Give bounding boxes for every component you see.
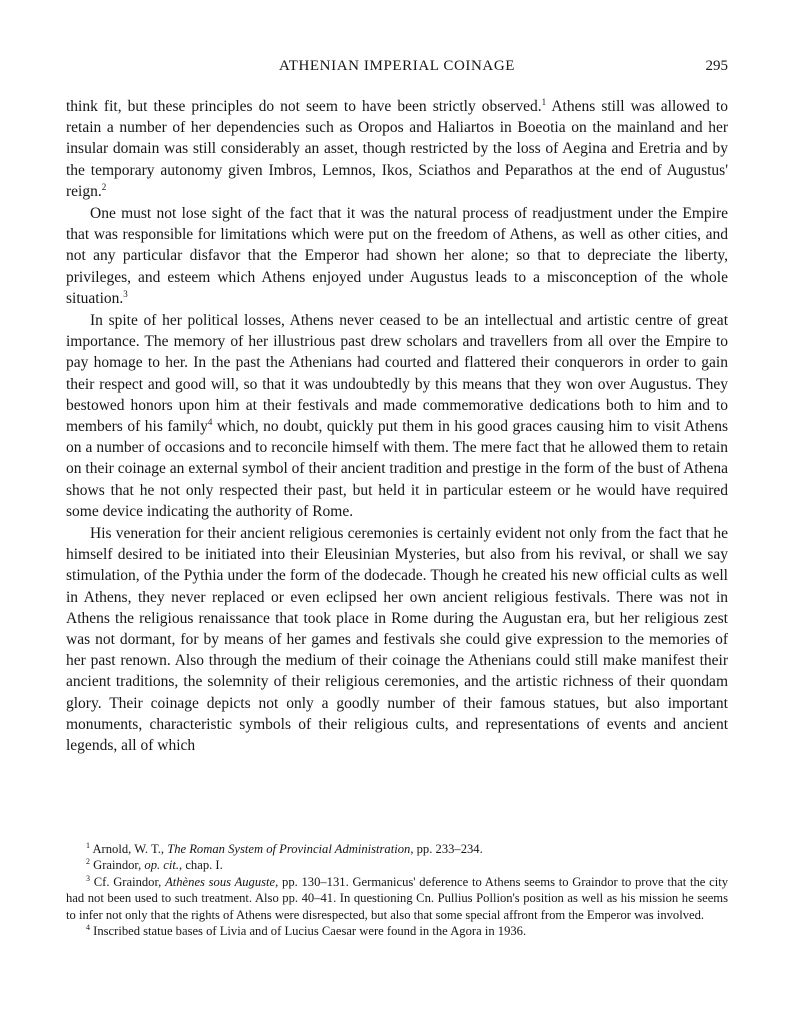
- footnote-3-pre: Cf. Graindor,: [90, 874, 166, 889]
- footnotes: [66, 841, 728, 939]
- paragraph-1-text-b: Athens still was allowed to retain a number of her dependencies such as Oropos and Haliartos in Boeotia on the mainland and her insular domain was still considerably an asset, though restricted by the loss of Aegina and Eretria and by the temporary autonomy given Imbros, Lemnos, Ikos, Sciathos and Peparathos at the end of Augustus' reign.: [66, 98, 728, 200]
- footnote-2-pre: Graindor,: [90, 858, 145, 873]
- running-title: ATHENIAN IMPERIAL COINAGE: [278, 58, 516, 74]
- footnote-3: [66, 874, 728, 923]
- page-number: 295: [705, 58, 728, 74]
- footnote-ref-1: 1: [541, 97, 547, 107]
- footnote-ref-3: 3: [123, 288, 128, 299]
- book-page: [66, 58, 728, 757]
- footnote-2-title: op. cit.: [144, 858, 180, 873]
- paragraph-2: [66, 203, 728, 309]
- footnote-4-mark: 4: [86, 923, 90, 933]
- footnote-1-pre: Arnold, W. T.,: [90, 842, 168, 856]
- footnote-4: [66, 923, 728, 939]
- body-text: [66, 96, 728, 756]
- footnote-1-post: , pp. 233–234.: [410, 842, 483, 856]
- footnote-ref-2: 2: [101, 181, 107, 192]
- footnote-ref-4: 4: [207, 417, 213, 428]
- paragraph-3-text-a: In spite of her political losses, Athens never ceased to be an intellectual and artistic centre of great importance. The memory of her illustrious past drew scholars and travellers from all over the Empire to pay homage to her. In the past the Athenians had courted and flattered their conquerors in order to gain their respect and good will, so that it was undoubtedly by this means that they won over Augustus. They bestowed honors upon him at their festivals and made commemorative dedications both to him and to members of his family: [66, 312, 728, 436]
- footnote-2: [66, 857, 728, 873]
- paragraph-3-text-b: which, no doubt, quickly put them in his good graces causing him to visit Athens on a number of occasions and to reconcile himself with them. The mere fact that he allowed them to retain on their coinage an external symbol of their ancient tradition and prestige in the form of the bust of Athena shows that he not only respected their past, but held it in particular esteem or he would have required some device indicating the authority of Rome.: [66, 418, 728, 520]
- running-header: [66, 58, 728, 80]
- footnote-1-mark: 1: [86, 841, 90, 850]
- footnote-1-title: The Roman System of Provincial Administration: [167, 842, 411, 856]
- footnote-2-mark: 2: [86, 857, 90, 867]
- paragraph-1: [66, 96, 728, 202]
- footnote-4-text: Inscribed statue bases of Livia and of Lucius Caesar were found in the Agora in 1936.: [90, 924, 527, 939]
- footnote-3-title: Athènes sous Auguste: [165, 874, 276, 889]
- paragraph-3: [66, 310, 728, 522]
- paragraph-1-text-a: think fit, but these principles do not seem to have been strictly observed.: [66, 98, 542, 115]
- footnote-1: [66, 841, 728, 857]
- paragraph-2-text: One must not lose sight of the fact that it was the natural process of readjustment under the Empire that was responsible for limitations which were put on the freedom of Athens, as well as other cities, and not any particular disfavor that the Emperor had shown her alone; so that to depreciate the liberty, privileges, and esteem which Athens enjoyed under Augustus leads to a misconception of the whole situation.: [66, 205, 728, 307]
- paragraph-4: [66, 523, 728, 756]
- footnote-3-mark: 3: [86, 873, 90, 883]
- footnote-3-post: , pp. 130–131. Germanicus' deference to Athens seems to Graindor to prove that the city had not been used to such treatment. Also pp. 40–41. In questioning Cn. Pullius Pollion's position as well as his mission he seems to infer not only that the rights of Athens were disrespected, but also that some special affront from the Emperor was involved.: [66, 874, 729, 922]
- footnote-2-post: , chap. I.: [179, 858, 223, 873]
- paragraph-4-text: His veneration for their ancient religious ceremonies is certainly evident not only from the fact that he himself desired to be initiated into their Eleusinian Mysteries, but also from his revival, or shall we say stimulation, of the Pythia under the form of the dodecade. Though he created his new official cults as well in Athens, they never replaced or even eclipsed her own ancient religious festivals. There was not in Athens the religious renaissance that took place in Rome during the Augustan era, but her religious zest was not dormant, for by means of her games and festivals she could give expression to the memories of her past renown. Also through the medium of their coinage the Athenians could still make manifest their ancient traditions, the solemnity of their religious ceremonies, and the artistic richness of their quondam glory. Their coinage depicts not only a goodly number of their famous statues, but also important monuments, characteristic symbols of their religious cults, and representations of events and ancient legends, all of which: [66, 525, 728, 755]
